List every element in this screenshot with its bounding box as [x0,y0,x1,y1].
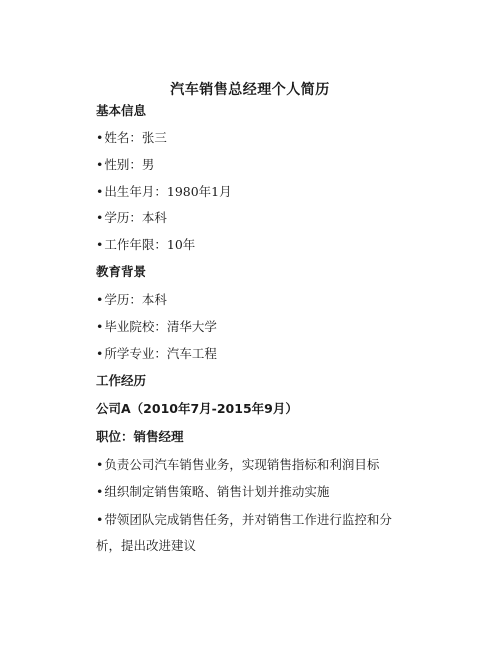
basic-degree: • 学历：本科 [96,208,167,228]
work-duty-1: • 负责公司汽车销售业务，实现销售指标和利润目标 [96,455,379,475]
basic-years: • 工作年限：10年 [96,235,195,255]
basic-birth: • 出生年月：1980年1月 [96,182,232,202]
edu-degree: • 学历：本科 [96,290,167,310]
section-heading-education: 教育背景 [96,264,147,279]
basic-gender: • 性别：男 [96,155,154,175]
resume-title: 汽车销售总经理个人简历 [170,82,330,98]
edu-school: • 毕业院校：清华大学 [96,317,217,337]
section-heading-basic: 基本信息 [96,103,147,118]
work-position: 职位：销售经理 [96,429,184,444]
basic-name: • 姓名：张三 [96,128,167,148]
work-duty-2: • 组织制定销售策略、销售计划并推动实施 [96,482,329,502]
edu-major: • 所学专业：汽车工程 [96,344,217,364]
section-heading-work: 工作经历 [96,373,147,388]
work-company: 公司A（2010年7月-2015年9月） [96,401,298,416]
work-duty-3: • 带领团队完成销售任务，并对销售工作进行监控和分析，提出改进建议 [96,507,414,559]
